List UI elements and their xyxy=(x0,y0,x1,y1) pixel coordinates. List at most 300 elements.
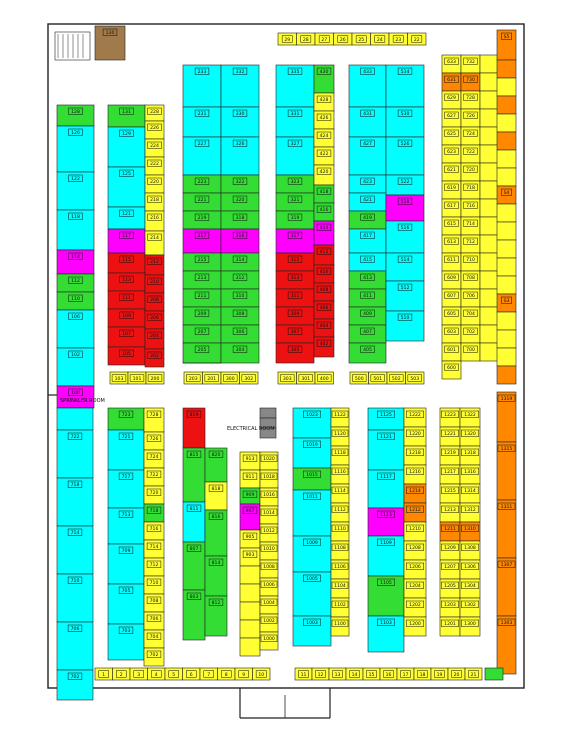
storage-unit[interactable] xyxy=(440,446,460,465)
storage-unit[interactable] xyxy=(144,630,164,648)
storage-unit[interactable] xyxy=(349,229,386,253)
storage-unit[interactable] xyxy=(386,175,424,195)
storage-unit[interactable] xyxy=(386,65,424,107)
storage-unit[interactable] xyxy=(293,490,331,536)
storage-unit[interactable] xyxy=(460,503,480,522)
storage-unit[interactable] xyxy=(221,372,240,384)
storage-unit[interactable] xyxy=(368,616,404,652)
storage-unit[interactable] xyxy=(221,253,259,271)
storage-unit[interactable] xyxy=(205,448,227,482)
storage-unit[interactable] xyxy=(297,372,316,384)
storage-unit[interactable] xyxy=(461,127,480,145)
storage-unit[interactable] xyxy=(314,93,334,111)
storage-unit[interactable] xyxy=(203,372,222,384)
storage-unit[interactable] xyxy=(331,617,349,636)
storage-unit[interactable] xyxy=(440,522,460,541)
storage-unit[interactable] xyxy=(183,408,205,448)
storage-unit[interactable] xyxy=(331,465,349,484)
storage-unit[interactable] xyxy=(404,446,426,465)
storage-unit[interactable] xyxy=(314,301,334,319)
storage-unit[interactable] xyxy=(460,579,480,598)
storage-unit[interactable] xyxy=(480,343,499,361)
storage-unit[interactable] xyxy=(442,235,461,253)
storage-unit[interactable] xyxy=(349,107,386,137)
storage-unit[interactable] xyxy=(183,289,221,307)
storage-unit[interactable] xyxy=(349,65,386,107)
storage-unit[interactable] xyxy=(460,522,480,541)
storage-unit[interactable] xyxy=(297,33,316,45)
storage-unit[interactable] xyxy=(314,147,334,165)
storage-unit[interactable] xyxy=(368,408,404,430)
storage-unit[interactable] xyxy=(440,560,460,579)
storage-unit[interactable] xyxy=(145,105,164,121)
storage-unit[interactable] xyxy=(414,668,431,680)
storage-unit[interactable] xyxy=(95,26,125,60)
storage-unit[interactable] xyxy=(221,211,259,229)
storage-unit[interactable] xyxy=(442,73,461,91)
storage-unit[interactable] xyxy=(440,541,460,560)
storage-unit[interactable] xyxy=(108,309,145,327)
storage-unit[interactable] xyxy=(108,327,145,347)
storage-unit[interactable] xyxy=(240,530,260,548)
storage-unit[interactable] xyxy=(293,616,331,646)
storage-unit[interactable] xyxy=(145,175,164,193)
storage-unit[interactable] xyxy=(108,430,144,470)
storage-unit[interactable] xyxy=(314,129,334,147)
storage-unit[interactable] xyxy=(276,343,314,363)
storage-unit[interactable] xyxy=(461,91,480,109)
storage-unit[interactable] xyxy=(260,524,278,542)
storage-unit[interactable] xyxy=(205,482,227,510)
storage-unit[interactable] xyxy=(108,207,145,229)
storage-unit[interactable] xyxy=(240,452,260,470)
storage-unit[interactable] xyxy=(461,73,480,91)
storage-unit[interactable] xyxy=(276,325,314,343)
storage-unit[interactable] xyxy=(497,558,516,616)
storage-unit[interactable] xyxy=(240,372,259,384)
storage-unit[interactable] xyxy=(240,602,260,620)
storage-unit[interactable] xyxy=(369,372,388,384)
storage-unit[interactable] xyxy=(480,235,499,253)
storage-unit[interactable] xyxy=(442,289,461,307)
storage-unit[interactable] xyxy=(235,668,253,680)
storage-unit[interactable] xyxy=(346,668,363,680)
storage-unit[interactable] xyxy=(442,145,461,163)
storage-unit[interactable] xyxy=(349,343,386,363)
storage-unit[interactable] xyxy=(221,65,259,107)
storage-unit[interactable] xyxy=(205,510,227,556)
storage-unit[interactable] xyxy=(480,91,499,109)
storage-unit[interactable] xyxy=(408,33,427,45)
storage-unit[interactable] xyxy=(386,221,424,253)
storage-unit[interactable] xyxy=(57,622,93,670)
storage-unit[interactable] xyxy=(397,668,414,680)
storage-unit[interactable] xyxy=(260,408,276,418)
storage-unit[interactable] xyxy=(386,107,424,137)
storage-unit[interactable] xyxy=(461,325,480,343)
storage-unit[interactable] xyxy=(442,217,461,235)
storage-unit[interactable] xyxy=(183,502,205,542)
storage-unit[interactable] xyxy=(260,596,278,614)
storage-unit[interactable] xyxy=(260,614,278,632)
storage-unit[interactable] xyxy=(240,566,260,584)
storage-unit[interactable] xyxy=(293,536,331,572)
storage-unit[interactable] xyxy=(276,289,314,307)
storage-unit[interactable] xyxy=(293,438,331,468)
storage-unit[interactable] xyxy=(404,579,426,598)
storage-unit[interactable] xyxy=(144,594,164,612)
storage-unit[interactable] xyxy=(480,145,499,163)
storage-unit[interactable] xyxy=(460,541,480,560)
storage-unit[interactable] xyxy=(144,540,164,558)
storage-unit[interactable] xyxy=(183,325,221,343)
storage-unit[interactable] xyxy=(205,556,227,596)
storage-unit[interactable] xyxy=(113,668,131,680)
storage-unit[interactable] xyxy=(295,668,312,680)
storage-unit[interactable] xyxy=(480,253,499,271)
storage-unit[interactable] xyxy=(144,468,164,486)
storage-unit[interactable] xyxy=(314,203,334,221)
storage-unit[interactable] xyxy=(465,668,482,680)
storage-unit[interactable] xyxy=(108,470,144,508)
storage-unit[interactable] xyxy=(440,579,460,598)
storage-unit[interactable] xyxy=(221,107,259,137)
storage-unit[interactable] xyxy=(497,204,516,222)
storage-unit[interactable] xyxy=(461,343,480,361)
storage-unit[interactable] xyxy=(386,253,424,281)
storage-unit[interactable] xyxy=(404,465,426,484)
storage-unit[interactable] xyxy=(146,372,164,384)
storage-unit[interactable] xyxy=(442,109,461,127)
storage-unit[interactable] xyxy=(145,255,164,275)
storage-unit[interactable] xyxy=(183,193,221,211)
storage-unit[interactable] xyxy=(460,465,480,484)
storage-unit[interactable] xyxy=(200,668,218,680)
storage-unit[interactable] xyxy=(57,478,93,526)
storage-unit[interactable] xyxy=(350,372,369,384)
storage-unit[interactable] xyxy=(497,186,516,204)
storage-unit[interactable] xyxy=(130,668,148,680)
storage-unit[interactable] xyxy=(314,185,334,203)
storage-unit[interactable] xyxy=(260,578,278,596)
storage-unit[interactable] xyxy=(218,668,236,680)
storage-unit[interactable] xyxy=(460,446,480,465)
storage-unit[interactable] xyxy=(497,168,516,186)
storage-unit[interactable] xyxy=(480,271,499,289)
storage-unit[interactable] xyxy=(461,55,480,73)
storage-unit[interactable] xyxy=(183,175,221,193)
storage-unit[interactable] xyxy=(276,107,314,137)
storage-unit[interactable] xyxy=(331,408,349,427)
storage-unit[interactable] xyxy=(497,392,516,442)
storage-unit[interactable] xyxy=(461,307,480,325)
storage-unit[interactable] xyxy=(331,560,349,579)
storage-unit[interactable] xyxy=(314,221,334,245)
storage-unit[interactable] xyxy=(460,617,480,636)
storage-unit[interactable] xyxy=(183,590,205,640)
storage-unit[interactable] xyxy=(349,271,386,289)
storage-unit[interactable] xyxy=(497,348,516,366)
storage-unit[interactable] xyxy=(387,372,406,384)
storage-unit[interactable] xyxy=(276,229,314,253)
storage-unit[interactable] xyxy=(497,276,516,294)
storage-unit[interactable] xyxy=(497,258,516,276)
storage-unit[interactable] xyxy=(497,240,516,258)
storage-unit[interactable] xyxy=(260,470,278,488)
storage-unit[interactable] xyxy=(334,33,353,45)
storage-unit[interactable] xyxy=(108,127,145,167)
storage-unit[interactable] xyxy=(480,109,499,127)
storage-unit[interactable] xyxy=(144,576,164,594)
storage-unit[interactable] xyxy=(144,612,164,630)
storage-unit[interactable] xyxy=(404,598,426,617)
storage-unit[interactable] xyxy=(349,325,386,343)
storage-unit[interactable] xyxy=(349,137,386,175)
storage-unit[interactable] xyxy=(314,265,334,283)
storage-unit[interactable] xyxy=(480,181,499,199)
storage-unit[interactable] xyxy=(331,446,349,465)
storage-unit[interactable] xyxy=(276,137,314,175)
storage-unit[interactable] xyxy=(145,329,164,349)
storage-unit[interactable] xyxy=(349,175,386,193)
storage-unit[interactable] xyxy=(183,137,221,175)
storage-unit[interactable] xyxy=(315,33,334,45)
storage-unit[interactable] xyxy=(144,450,164,468)
storage-unit[interactable] xyxy=(329,668,346,680)
storage-unit[interactable] xyxy=(293,572,331,616)
storage-unit[interactable] xyxy=(460,427,480,446)
storage-unit[interactable] xyxy=(278,33,297,45)
storage-unit[interactable] xyxy=(460,560,480,579)
storage-unit[interactable] xyxy=(57,274,94,292)
storage-unit[interactable] xyxy=(386,195,424,221)
storage-unit[interactable] xyxy=(183,271,221,289)
storage-unit[interactable] xyxy=(276,211,314,229)
storage-unit[interactable] xyxy=(240,620,260,638)
storage-unit[interactable] xyxy=(314,111,334,129)
storage-unit[interactable] xyxy=(497,312,516,330)
storage-unit[interactable] xyxy=(57,670,93,700)
storage-unit[interactable] xyxy=(293,468,331,490)
storage-unit[interactable] xyxy=(404,560,426,579)
storage-unit[interactable] xyxy=(108,291,145,309)
storage-unit[interactable] xyxy=(461,217,480,235)
storage-unit[interactable] xyxy=(480,307,499,325)
storage-unit[interactable] xyxy=(331,427,349,446)
storage-unit[interactable] xyxy=(314,65,334,93)
storage-unit[interactable] xyxy=(442,91,461,109)
storage-unit[interactable] xyxy=(480,289,499,307)
storage-unit[interactable] xyxy=(145,275,164,293)
storage-unit[interactable] xyxy=(389,33,408,45)
storage-unit[interactable] xyxy=(57,250,94,274)
storage-unit[interactable] xyxy=(349,193,386,211)
storage-unit[interactable] xyxy=(145,193,164,211)
storage-unit[interactable] xyxy=(165,668,183,680)
storage-unit[interactable] xyxy=(331,579,349,598)
storage-unit[interactable] xyxy=(315,372,334,384)
storage-unit[interactable] xyxy=(108,229,145,253)
storage-unit[interactable] xyxy=(404,484,426,503)
storage-unit[interactable] xyxy=(108,408,144,430)
storage-unit[interactable] xyxy=(108,508,144,544)
storage-unit[interactable] xyxy=(260,452,278,470)
storage-unit[interactable] xyxy=(221,175,259,193)
storage-unit[interactable] xyxy=(57,408,93,430)
storage-unit[interactable] xyxy=(497,78,516,96)
storage-unit[interactable] xyxy=(205,596,227,636)
storage-unit[interactable] xyxy=(276,271,314,289)
storage-unit[interactable] xyxy=(145,121,164,139)
storage-unit[interactable] xyxy=(314,319,334,337)
storage-unit[interactable] xyxy=(461,109,480,127)
storage-unit[interactable] xyxy=(368,536,404,576)
storage-unit[interactable] xyxy=(57,386,94,408)
storage-unit[interactable] xyxy=(108,584,144,624)
storage-unit[interactable] xyxy=(144,504,164,522)
storage-unit[interactable] xyxy=(497,500,516,558)
storage-unit[interactable] xyxy=(368,470,404,508)
storage-unit[interactable] xyxy=(144,648,164,666)
storage-unit[interactable] xyxy=(108,624,144,660)
storage-unit[interactable] xyxy=(404,408,426,427)
storage-unit[interactable] xyxy=(497,114,516,132)
storage-unit[interactable] xyxy=(183,229,221,253)
storage-unit[interactable] xyxy=(221,289,259,307)
storage-unit[interactable] xyxy=(404,522,426,541)
storage-unit[interactable] xyxy=(480,199,499,217)
storage-unit[interactable] xyxy=(260,542,278,560)
storage-unit[interactable] xyxy=(57,292,94,310)
storage-unit[interactable] xyxy=(312,668,329,680)
storage-unit[interactable] xyxy=(221,229,259,253)
storage-unit[interactable] xyxy=(331,522,349,541)
storage-unit[interactable] xyxy=(497,150,516,168)
storage-unit[interactable] xyxy=(314,245,334,265)
storage-unit[interactable] xyxy=(57,172,94,210)
storage-unit[interactable] xyxy=(240,504,260,530)
storage-unit[interactable] xyxy=(145,157,164,175)
storage-unit[interactable] xyxy=(183,253,221,271)
storage-unit[interactable] xyxy=(380,668,397,680)
storage-unit[interactable] xyxy=(108,347,145,365)
storage-unit[interactable] xyxy=(145,211,164,231)
storage-unit[interactable] xyxy=(440,503,460,522)
storage-unit[interactable] xyxy=(276,175,314,193)
storage-unit[interactable] xyxy=(386,137,424,175)
storage-unit[interactable] xyxy=(240,638,260,656)
storage-unit[interactable] xyxy=(95,668,113,680)
storage-unit[interactable] xyxy=(144,558,164,576)
storage-unit[interactable] xyxy=(440,484,460,503)
storage-unit[interactable] xyxy=(108,253,145,273)
storage-unit[interactable] xyxy=(145,349,164,367)
storage-unit[interactable] xyxy=(148,668,166,680)
storage-unit[interactable] xyxy=(480,325,499,343)
storage-unit[interactable] xyxy=(480,73,499,91)
storage-unit[interactable] xyxy=(406,372,425,384)
storage-unit[interactable] xyxy=(57,210,94,250)
storage-unit[interactable] xyxy=(442,253,461,271)
storage-unit[interactable] xyxy=(221,307,259,325)
storage-unit[interactable] xyxy=(480,163,499,181)
storage-unit[interactable] xyxy=(440,465,460,484)
storage-unit[interactable] xyxy=(497,222,516,240)
storage-unit[interactable] xyxy=(440,617,460,636)
storage-unit[interactable] xyxy=(480,55,499,73)
storage-unit[interactable] xyxy=(442,307,461,325)
storage-unit[interactable] xyxy=(221,271,259,289)
storage-unit[interactable] xyxy=(108,167,145,207)
storage-unit[interactable] xyxy=(368,430,404,470)
storage-unit[interactable] xyxy=(331,541,349,560)
storage-unit[interactable] xyxy=(440,427,460,446)
storage-unit[interactable] xyxy=(110,372,128,384)
storage-unit[interactable] xyxy=(221,137,259,175)
storage-unit[interactable] xyxy=(461,145,480,163)
storage-unit[interactable] xyxy=(461,253,480,271)
storage-unit[interactable] xyxy=(183,307,221,325)
storage-unit[interactable] xyxy=(240,584,260,602)
storage-unit[interactable] xyxy=(314,283,334,301)
storage-unit[interactable] xyxy=(278,372,297,384)
storage-unit[interactable] xyxy=(461,199,480,217)
storage-unit[interactable] xyxy=(144,522,164,540)
storage-unit[interactable] xyxy=(363,668,380,680)
storage-unit[interactable] xyxy=(240,470,260,488)
storage-unit[interactable] xyxy=(145,293,164,311)
storage-unit[interactable] xyxy=(404,617,426,636)
storage-unit[interactable] xyxy=(108,105,145,127)
storage-unit[interactable] xyxy=(480,217,499,235)
storage-unit[interactable] xyxy=(57,105,94,126)
storage-unit[interactable] xyxy=(368,508,404,536)
storage-unit[interactable] xyxy=(276,253,314,271)
storage-unit[interactable] xyxy=(461,181,480,199)
storage-unit[interactable] xyxy=(314,337,334,357)
storage-unit[interactable] xyxy=(461,163,480,181)
storage-unit[interactable] xyxy=(183,668,201,680)
storage-unit[interactable] xyxy=(368,576,404,616)
storage-unit[interactable] xyxy=(221,193,259,211)
storage-unit[interactable] xyxy=(461,235,480,253)
storage-unit[interactable] xyxy=(331,503,349,522)
storage-unit[interactable] xyxy=(57,348,94,386)
storage-unit[interactable] xyxy=(253,668,271,680)
storage-unit[interactable] xyxy=(349,211,386,229)
storage-unit[interactable] xyxy=(349,253,386,271)
storage-unit[interactable] xyxy=(497,616,516,674)
storage-unit[interactable] xyxy=(57,126,94,172)
storage-unit[interactable] xyxy=(144,408,164,432)
storage-unit[interactable] xyxy=(440,598,460,617)
storage-unit[interactable] xyxy=(145,139,164,157)
storage-unit[interactable] xyxy=(440,408,460,427)
storage-unit[interactable] xyxy=(442,343,461,361)
storage-unit[interactable] xyxy=(442,325,461,343)
storage-unit[interactable] xyxy=(448,668,465,680)
storage-unit[interactable] xyxy=(128,372,146,384)
storage-unit[interactable] xyxy=(240,548,260,566)
storage-unit[interactable] xyxy=(442,271,461,289)
storage-unit[interactable] xyxy=(331,598,349,617)
storage-unit[interactable] xyxy=(57,574,93,622)
storage-unit[interactable] xyxy=(431,668,448,680)
storage-unit[interactable] xyxy=(260,632,278,650)
storage-unit[interactable] xyxy=(371,33,390,45)
storage-unit[interactable] xyxy=(183,343,221,363)
storage-unit[interactable] xyxy=(145,311,164,329)
